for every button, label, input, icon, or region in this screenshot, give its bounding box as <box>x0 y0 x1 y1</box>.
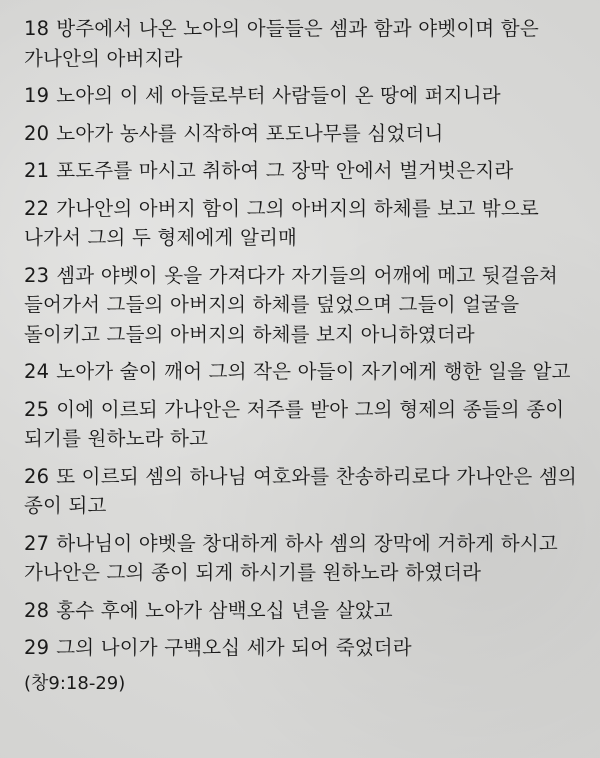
verse-number: 28 <box>24 598 50 622</box>
verse-25 <box>24 395 580 454</box>
verse-text: 노아의 이 세 아들로부터 사람들이 온 땅에 퍼지니라 <box>56 84 501 107</box>
verse-26 <box>24 462 580 521</box>
verse-text: 포도주를 마시고 취하여 그 장막 안에서 벌거벗은지라 <box>56 159 514 182</box>
verse-number: 25 <box>24 397 50 421</box>
verse-number: 22 <box>24 196 50 220</box>
verse-text: 방주에서 나온 노아의 아들들은 셈과 함과 야벳이며 함은 가나안의 아버지라 <box>24 17 539 70</box>
verse-22 <box>24 194 580 253</box>
verse-text: 셈과 야벳이 옷을 가져다가 자기들의 어깨에 메고 뒷걸음쳐 들어가서 그들의 아버지의 하체를 덮었으며 그들이 얼굴을 돌이키고 그들의 아버지의 하체를 보지 아니하였더라 <box>24 263 558 346</box>
verse-number: 20 <box>24 121 50 145</box>
scripture-reference: (창9:18-29) <box>24 672 126 694</box>
verse-20 <box>24 119 580 149</box>
verse-27 <box>24 529 580 588</box>
verse-text: 홍수 후에 노아가 삼백오십 년을 살았고 <box>56 598 393 622</box>
verse-number: 19 <box>24 84 50 107</box>
verse-number: 21 <box>24 159 50 182</box>
verse-text: 이에 이르되 가나안은 저주를 받아 그의 형제의 종들의 종이 되기를 원하노라 하고 <box>24 397 565 450</box>
verse-text: 그의 나이가 구백오십 세가 되어 죽었더라 <box>56 636 412 659</box>
verse-29 <box>24 633 580 663</box>
verse-23 <box>24 261 580 350</box>
verse-24 <box>24 357 580 387</box>
verse-text: 노아가 술이 깨어 그의 작은 아들이 자기에게 행한 일을 알고 <box>56 360 571 383</box>
verse-text: 노아가 농사를 시작하여 포도나무를 심었더니 <box>56 121 444 145</box>
verse-21 <box>24 156 580 186</box>
verse-number: 23 <box>24 263 50 287</box>
verse-number: 29 <box>24 636 50 659</box>
verse-number: 26 <box>24 464 50 488</box>
verse-19 <box>24 81 580 111</box>
verse-28 <box>24 596 580 626</box>
verse-number: 24 <box>24 360 50 383</box>
verse-text: 가나안의 아버지 함이 그의 아버지의 하체를 보고 밖으로 나가서 그의 두 형제에게 알리매 <box>24 196 539 249</box>
verse-number: 27 <box>24 531 50 555</box>
verse-number: 18 <box>24 17 50 40</box>
verse-18 <box>24 14 580 73</box>
verse-text: 하나님이 야벳을 창대하게 하사 셈의 장막에 거하게 하시고 가나안은 그의 종이 되게 하시기를 원하노라 하였더라 <box>24 531 558 584</box>
verse-text: 또 이르되 셈의 하나님 여호와를 찬송하리로다 가나안은 셈의 종이 되고 <box>24 464 577 517</box>
